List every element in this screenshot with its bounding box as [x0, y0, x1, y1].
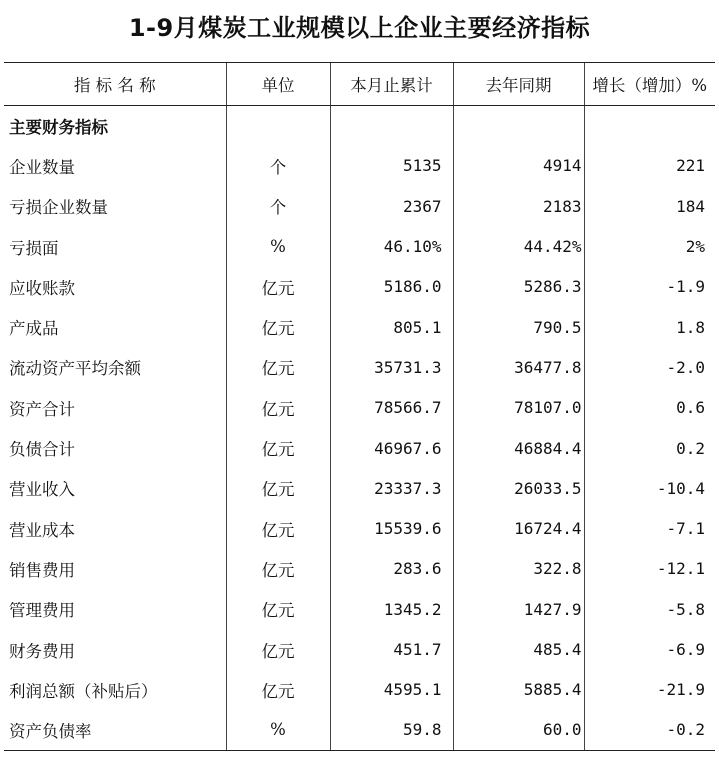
- row-unit: 个: [226, 186, 330, 226]
- row-unit: 亿元: [226, 589, 330, 629]
- table-row: [4, 670, 715, 710]
- row-current: 59.8: [330, 710, 453, 750]
- row-unit: 亿元: [226, 670, 330, 710]
- row-last-year: 60.0: [453, 710, 584, 750]
- row-unit: 亿元: [226, 549, 330, 589]
- row-last-year: 2183: [453, 186, 584, 226]
- row-current: 1345.2: [330, 589, 453, 629]
- row-growth: 0.6: [584, 388, 715, 428]
- table-row: [4, 388, 715, 428]
- table-row: [4, 629, 715, 669]
- row-name: 财务费用: [9, 641, 75, 661]
- row-unit: %: [226, 710, 330, 750]
- row-unit: 亿元: [226, 629, 330, 669]
- row-unit: 亿元: [226, 347, 330, 387]
- row-name: 销售费用: [9, 560, 75, 580]
- table-row: [4, 508, 715, 548]
- row-growth: 221: [584, 146, 715, 186]
- row-last-year: 5286.3: [453, 267, 584, 307]
- indicator-table: [4, 62, 715, 751]
- row-growth: -5.8: [584, 589, 715, 629]
- row-unit: 亿元: [226, 428, 330, 468]
- header-current-cumulative: 本月止累计: [330, 63, 453, 106]
- table-row: [4, 468, 715, 508]
- row-unit: 亿元: [226, 307, 330, 347]
- row-name: 亏损企业数量: [9, 198, 108, 218]
- row-current: 35731.3: [330, 347, 453, 387]
- row-current: 46.10%: [330, 226, 453, 266]
- row-name: 利润总额（补贴后）: [9, 681, 158, 701]
- row-current: 23337.3: [330, 468, 453, 508]
- row-growth: 2%: [584, 226, 715, 266]
- row-current: 283.6: [330, 549, 453, 589]
- row-last-year: 1427.9: [453, 589, 584, 629]
- row-name: 应收账款: [9, 278, 75, 298]
- row-last-year: 5885.4: [453, 670, 584, 710]
- row-name: 资产负债率: [4, 710, 226, 750]
- row-current: 805.1: [330, 307, 453, 347]
- table-row: [4, 428, 715, 468]
- table-row: [4, 186, 715, 226]
- table-row: [4, 710, 715, 750]
- row-current: 15539.6: [330, 508, 453, 548]
- row-current: 5135: [330, 146, 453, 186]
- row-last-year: 44.42%: [453, 226, 584, 266]
- row-name: 资产合计: [9, 399, 75, 419]
- table-row: [4, 226, 715, 266]
- row-growth: -21.9: [584, 670, 715, 710]
- table-row: [4, 267, 715, 307]
- row-current: 46967.6: [330, 428, 453, 468]
- row-growth: -7.1: [584, 508, 715, 548]
- row-growth: 184: [584, 186, 715, 226]
- table-row: [4, 589, 715, 629]
- header-growth: 增长（增加）%: [584, 63, 715, 106]
- section-label: 主要财务指标: [9, 117, 108, 137]
- row-unit: 亿元: [226, 388, 330, 428]
- row-name: 企业数量: [9, 157, 75, 177]
- row-current: 78566.7: [330, 388, 453, 428]
- row-unit: 亿元: [226, 468, 330, 508]
- row-unit: 个: [226, 146, 330, 186]
- row-last-year: 485.4: [453, 629, 584, 669]
- row-growth: 1.8: [584, 307, 715, 347]
- row-unit: 亿元: [226, 267, 330, 307]
- row-last-year: 36477.8: [453, 347, 584, 387]
- row-last-year: 790.5: [453, 307, 584, 347]
- row-last-year: 322.8: [453, 549, 584, 589]
- row-name: 营业成本: [9, 520, 75, 540]
- row-growth: -10.4: [584, 468, 715, 508]
- row-last-year: 4914: [453, 146, 584, 186]
- table-row: [4, 549, 715, 589]
- row-unit: 亿元: [226, 508, 330, 548]
- row-growth: -2.0: [584, 347, 715, 387]
- header-last-year: 去年同期: [453, 63, 584, 106]
- header-unit: 单位: [226, 63, 330, 106]
- row-name: 亏损面: [9, 238, 59, 258]
- row-unit: %: [226, 226, 330, 266]
- row-current: 5186.0: [330, 267, 453, 307]
- row-growth: -1.9: [584, 267, 715, 307]
- table-row: [4, 146, 715, 186]
- row-last-year: 78107.0: [453, 388, 584, 428]
- table-row: [4, 347, 715, 387]
- table-header-row: [4, 63, 715, 106]
- row-growth: -12.1: [584, 549, 715, 589]
- row-growth: -6.9: [584, 629, 715, 669]
- page-title: 1-9月煤炭工业规模以上企业主要经济指标: [128, 14, 591, 42]
- row-name: 流动资产平均余额: [9, 359, 141, 379]
- row-growth: -0.2: [584, 710, 715, 750]
- section-row: [4, 106, 715, 146]
- row-name: 营业收入: [9, 480, 75, 500]
- row-current: 4595.1: [330, 670, 453, 710]
- row-name: 管理费用: [9, 601, 75, 621]
- row-growth: 0.2: [584, 428, 715, 468]
- table-row: [4, 307, 715, 347]
- row-name: 产成品: [9, 319, 59, 339]
- row-last-year: 16724.4: [453, 508, 584, 548]
- row-name: 负债合计: [9, 440, 75, 460]
- row-last-year: 46884.4: [453, 428, 584, 468]
- header-indicator-name: 指 标 名 称: [4, 63, 226, 106]
- row-current: 451.7: [330, 629, 453, 669]
- row-current: 2367: [330, 186, 453, 226]
- row-last-year: 26033.5: [453, 468, 584, 508]
